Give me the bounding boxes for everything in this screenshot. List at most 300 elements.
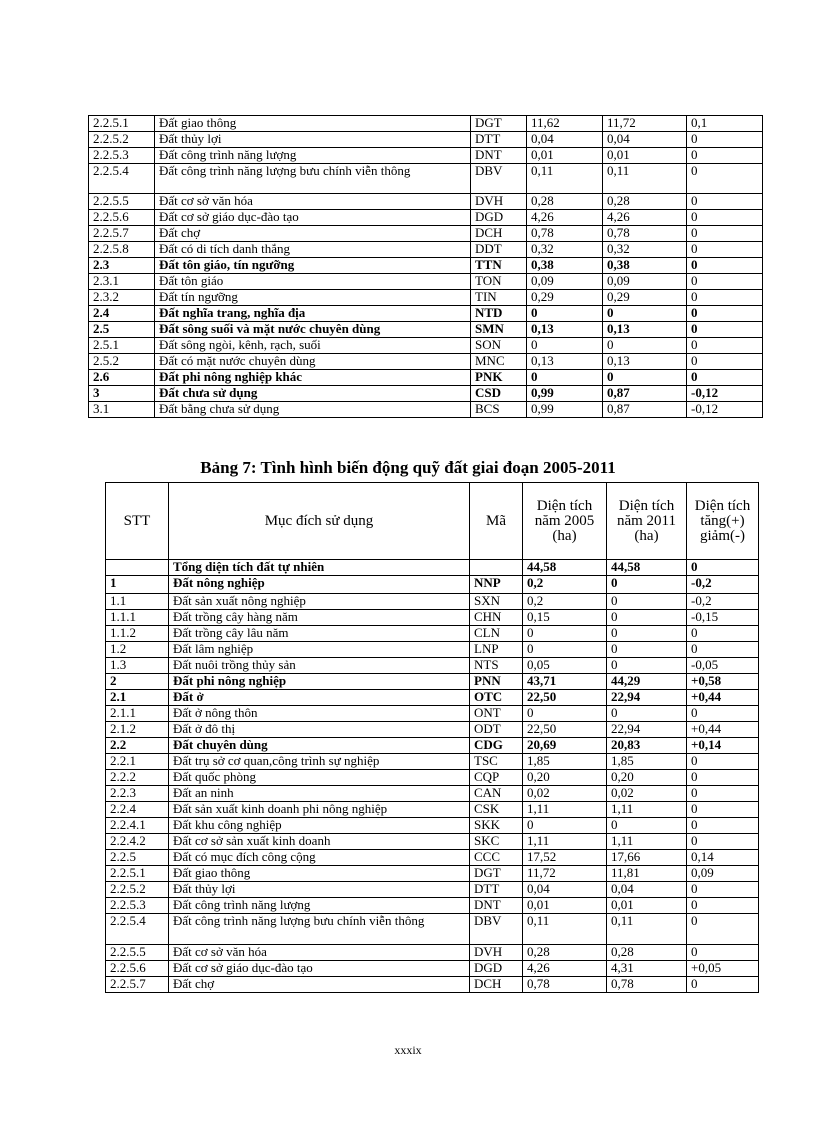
- stt-cell: 2.2.5.4: [89, 164, 155, 194]
- stt-cell: 2.2.5.4: [106, 914, 169, 945]
- value-start-cell: 20,69: [523, 738, 607, 754]
- value-start-cell: 22,50: [523, 722, 607, 738]
- code-cell: DTT: [470, 882, 523, 898]
- purpose-cell: Đất cơ sở văn hóa: [169, 945, 470, 961]
- value-start-cell: 17,52: [523, 850, 607, 866]
- purpose-cell: Đất an ninh: [169, 786, 470, 802]
- code-cell: TSC: [470, 754, 523, 770]
- value-end-cell: 0,20: [607, 770, 687, 786]
- table-row: [89, 370, 763, 386]
- code-cell: MNC: [471, 354, 527, 370]
- purpose-cell: Đất công trình năng lượng bưu chính viễn thông: [169, 914, 470, 945]
- table-row: [106, 802, 759, 818]
- table-row: [106, 898, 759, 914]
- purpose-cell: Đất tín ngưỡng: [155, 290, 471, 306]
- stt-cell: 2.2.5.2: [106, 882, 169, 898]
- value-end-cell: 0,13: [603, 322, 687, 338]
- change-cell: 0: [687, 914, 759, 945]
- code-cell: ODT: [470, 722, 523, 738]
- stt-cell: 2.2.5: [106, 850, 169, 866]
- purpose-cell: Đất nông nghiệp: [169, 576, 470, 594]
- code-cell: LNP: [470, 642, 523, 658]
- value-end-cell: 0,87: [603, 402, 687, 418]
- value-end-cell: 11,72: [603, 116, 687, 132]
- table-row: [106, 560, 759, 576]
- value-end-cell: 0,28: [607, 945, 687, 961]
- change-cell: 0: [687, 977, 759, 993]
- code-cell: DGT: [470, 866, 523, 882]
- stt-cell: 2.2.5.7: [89, 226, 155, 242]
- value-end-cell: 0,09: [603, 274, 687, 290]
- table-row: [106, 738, 759, 754]
- code-cell: SMN: [471, 322, 527, 338]
- change-cell: 0,09: [687, 866, 759, 882]
- change-cell: 0: [687, 786, 759, 802]
- table-row: [106, 914, 759, 945]
- change-cell: +0,05: [687, 961, 759, 977]
- code-cell: CQP: [470, 770, 523, 786]
- value-end-cell: 0: [607, 642, 687, 658]
- code-cell: SKK: [470, 818, 523, 834]
- change-cell: +0,44: [687, 722, 759, 738]
- stt-cell: 2.5: [89, 322, 155, 338]
- value-end-cell: 0,78: [607, 977, 687, 993]
- value-end-cell: 0: [607, 610, 687, 626]
- value-start-cell: 0,2: [523, 576, 607, 594]
- value-start-cell: 0,04: [527, 132, 603, 148]
- stt-cell: 2.2.4: [106, 802, 169, 818]
- page-number: xxxix: [394, 1043, 422, 1057]
- value-start-cell: 0,29: [527, 290, 603, 306]
- purpose-cell: Đất trồng cây lâu năm: [169, 626, 470, 642]
- code-cell: CSK: [470, 802, 523, 818]
- stt-cell: 2.5.1: [89, 338, 155, 354]
- stt-cell: 2.2.4.1: [106, 818, 169, 834]
- value-start-cell: 0,28: [523, 945, 607, 961]
- table-7-title: Bảng 7: Tình hình biến động quỹ đất giai đoạn 2005-2011: [200, 458, 616, 477]
- table-row: [106, 786, 759, 802]
- stt-cell: 2.2.5.6: [89, 210, 155, 226]
- stt-cell: 1.1.2: [106, 626, 169, 642]
- purpose-cell: Tổng diện tích đất tự nhiên: [169, 560, 470, 576]
- value-start-cell: 11,72: [523, 866, 607, 882]
- change-cell: -0,05: [687, 658, 759, 674]
- value-start-cell: 0: [527, 338, 603, 354]
- value-end-cell: 0: [603, 306, 687, 322]
- stt-cell: 2.2.5.5: [106, 945, 169, 961]
- code-cell: DBV: [471, 164, 527, 194]
- change-cell: 0: [687, 354, 763, 370]
- table-row: [89, 210, 763, 226]
- code-cell: DVH: [470, 945, 523, 961]
- purpose-cell: Đất có di tích danh thắng: [155, 242, 471, 258]
- value-start-cell: 1,85: [523, 754, 607, 770]
- change-cell: 0: [687, 258, 763, 274]
- value-end-cell: 0,13: [603, 354, 687, 370]
- change-cell: 0: [687, 164, 763, 194]
- code-cell: DDT: [471, 242, 527, 258]
- value-start-cell: 4,26: [527, 210, 603, 226]
- code-cell: OTC: [470, 690, 523, 706]
- stt-cell: 3: [89, 386, 155, 402]
- value-end-cell: 17,66: [607, 850, 687, 866]
- value-start-cell: 0: [527, 370, 603, 386]
- code-cell: DVH: [471, 194, 527, 210]
- value-start-cell: 0,04: [523, 882, 607, 898]
- purpose-cell: Đất có mặt nước chuyên dùng: [155, 354, 471, 370]
- table-row: [106, 834, 759, 850]
- value-end-cell: 0,04: [607, 882, 687, 898]
- code-cell: ONT: [470, 706, 523, 722]
- stt-cell: 2.3.2: [89, 290, 155, 306]
- value-start-cell: 44,58: [523, 560, 607, 576]
- table-row: [89, 274, 763, 290]
- table-row: [106, 706, 759, 722]
- purpose-cell: Đất sông suối và mặt nước chuyên dùng: [155, 322, 471, 338]
- purpose-cell: Đất ở đô thị: [169, 722, 470, 738]
- purpose-cell: Đất phi nông nghiệp: [169, 674, 470, 690]
- value-end-cell: 0,11: [607, 914, 687, 945]
- stt-cell: 2.2.1: [106, 754, 169, 770]
- change-cell: 0: [687, 290, 763, 306]
- header-purpose: Mục đích sử dụng: [169, 483, 470, 560]
- table-row: [89, 164, 763, 194]
- change-cell: 0: [687, 834, 759, 850]
- table-row: [106, 690, 759, 706]
- table-row: [106, 674, 759, 690]
- stt-cell: 2.5.2: [89, 354, 155, 370]
- code-cell: PNN: [470, 674, 523, 690]
- change-cell: +0,58: [687, 674, 759, 690]
- land-use-table-continued: [88, 115, 763, 418]
- stt-cell: 1.2: [106, 642, 169, 658]
- value-end-cell: 0: [603, 370, 687, 386]
- stt-cell: 2.4: [89, 306, 155, 322]
- code-cell: CCC: [470, 850, 523, 866]
- purpose-cell: Đất nghĩa trang, nghĩa địa: [155, 306, 471, 322]
- code-cell: TON: [471, 274, 527, 290]
- change-cell: 0: [687, 898, 759, 914]
- change-cell: 0: [687, 642, 759, 658]
- stt-cell: 2.2.5.6: [106, 961, 169, 977]
- code-cell: TTN: [471, 258, 527, 274]
- value-start-cell: 0,11: [523, 914, 607, 945]
- purpose-cell: Đất chợ: [155, 226, 471, 242]
- value-start-cell: 0: [523, 818, 607, 834]
- value-end-cell: 0,29: [603, 290, 687, 306]
- change-cell: +0,14: [687, 738, 759, 754]
- table-row: [106, 722, 759, 738]
- code-cell: NTS: [470, 658, 523, 674]
- stt-cell: 2.2.5.3: [106, 898, 169, 914]
- table-row: [106, 594, 759, 610]
- purpose-cell: Đất thủy lợi: [169, 882, 470, 898]
- purpose-cell: Đất có mục đích công cộng: [169, 850, 470, 866]
- table-row: [89, 132, 763, 148]
- change-cell: 0: [687, 706, 759, 722]
- value-start-cell: 0,13: [527, 354, 603, 370]
- table-row: [89, 354, 763, 370]
- value-start-cell: 0,78: [523, 977, 607, 993]
- change-cell: 0: [687, 306, 763, 322]
- table-row: [106, 610, 759, 626]
- table-row: [106, 818, 759, 834]
- table-row: [106, 866, 759, 882]
- value-end-cell: 4,31: [607, 961, 687, 977]
- table-row: [89, 338, 763, 354]
- header-area-2011: Diện tích năm 2011 (ha): [607, 483, 687, 560]
- value-start-cell: 0,01: [527, 148, 603, 164]
- stt-cell: 1.3: [106, 658, 169, 674]
- code-cell: CDG: [470, 738, 523, 754]
- stt-cell: 2.2.4.2: [106, 834, 169, 850]
- value-start-cell: 0: [527, 306, 603, 322]
- value-end-cell: 11,81: [607, 866, 687, 882]
- table-row: [106, 945, 759, 961]
- stt-cell: 2.2.3: [106, 786, 169, 802]
- value-end-cell: 20,83: [607, 738, 687, 754]
- code-cell: CHN: [470, 610, 523, 626]
- change-cell: 0: [687, 338, 763, 354]
- value-end-cell: 0,11: [603, 164, 687, 194]
- purpose-cell: Đất trồng cây hàng năm: [169, 610, 470, 626]
- change-cell: -0,12: [687, 402, 763, 418]
- value-start-cell: 0,09: [527, 274, 603, 290]
- value-start-cell: 4,26: [523, 961, 607, 977]
- change-cell: 0: [687, 560, 759, 576]
- code-cell: DNT: [471, 148, 527, 164]
- change-cell: 0: [687, 194, 763, 210]
- code-cell: DNT: [470, 898, 523, 914]
- stt-cell: 1.1.1: [106, 610, 169, 626]
- code-cell: [470, 560, 523, 576]
- code-cell: SKC: [470, 834, 523, 850]
- stt-cell: 2.3.1: [89, 274, 155, 290]
- purpose-cell: Đất sản xuất nông nghiệp: [169, 594, 470, 610]
- purpose-cell: Đất cơ sở giáo dục-đào tạo: [155, 210, 471, 226]
- value-start-cell: 11,62: [527, 116, 603, 132]
- table-row: [89, 242, 763, 258]
- purpose-cell: Đất sản xuất kinh doanh phi nông nghiệp: [169, 802, 470, 818]
- stt-cell: 2.2.5.1: [106, 866, 169, 882]
- value-end-cell: 0,28: [603, 194, 687, 210]
- table-row: [89, 386, 763, 402]
- code-cell: SON: [471, 338, 527, 354]
- table-row: [89, 290, 763, 306]
- value-start-cell: 0,2: [523, 594, 607, 610]
- change-cell: 0: [687, 274, 763, 290]
- value-end-cell: 1,85: [607, 754, 687, 770]
- change-cell: 0: [687, 802, 759, 818]
- change-cell: -0,2: [687, 594, 759, 610]
- value-start-cell: 0,13: [527, 322, 603, 338]
- code-cell: CLN: [470, 626, 523, 642]
- value-start-cell: 0,99: [527, 402, 603, 418]
- change-cell: 0: [687, 242, 763, 258]
- value-end-cell: 44,58: [607, 560, 687, 576]
- purpose-cell: Đất ở nông thôn: [169, 706, 470, 722]
- purpose-cell: Đất chuyên dùng: [169, 738, 470, 754]
- value-start-cell: 0: [523, 642, 607, 658]
- stt-cell: 2.3: [89, 258, 155, 274]
- table-row: [106, 642, 759, 658]
- change-cell: -0,12: [687, 386, 763, 402]
- value-start-cell: 0,32: [527, 242, 603, 258]
- code-cell: DGD: [470, 961, 523, 977]
- table-row: [89, 226, 763, 242]
- code-cell: PNK: [471, 370, 527, 386]
- stt-cell: 2.6: [89, 370, 155, 386]
- change-cell: -0,15: [687, 610, 759, 626]
- value-start-cell: 0,38: [527, 258, 603, 274]
- value-start-cell: 0,11: [527, 164, 603, 194]
- purpose-cell: Đất nuôi trồng thủy sản: [169, 658, 470, 674]
- value-end-cell: 0,32: [603, 242, 687, 258]
- table-row: [89, 116, 763, 132]
- stt-cell: 1.1: [106, 594, 169, 610]
- code-cell: DCH: [471, 226, 527, 242]
- table-row: [89, 148, 763, 164]
- purpose-cell: Đất sông ngòi, kênh, rạch, suối: [155, 338, 471, 354]
- table-row: [89, 306, 763, 322]
- value-start-cell: 0: [523, 706, 607, 722]
- purpose-cell: Đất trụ sở cơ quan,công trình sự nghiệp: [169, 754, 470, 770]
- value-start-cell: 0,02: [523, 786, 607, 802]
- value-end-cell: 0,78: [603, 226, 687, 242]
- value-end-cell: 22,94: [607, 690, 687, 706]
- table-row: [106, 658, 759, 674]
- table-row: [106, 770, 759, 786]
- land-fund-change-table: [105, 482, 759, 993]
- change-cell: 0: [687, 132, 763, 148]
- value-end-cell: 44,29: [607, 674, 687, 690]
- value-end-cell: 0: [607, 626, 687, 642]
- value-start-cell: 0,15: [523, 610, 607, 626]
- value-end-cell: 0,01: [603, 148, 687, 164]
- purpose-cell: Đất cơ sở sản xuất kinh doanh: [169, 834, 470, 850]
- purpose-cell: Đất chưa sử dụng: [155, 386, 471, 402]
- stt-cell: [106, 560, 169, 576]
- value-end-cell: 0,04: [603, 132, 687, 148]
- purpose-cell: Đất bằng chưa sử dụng: [155, 402, 471, 418]
- change-cell: 0: [687, 626, 759, 642]
- value-start-cell: 0: [523, 626, 607, 642]
- value-end-cell: 0: [603, 338, 687, 354]
- table-row: [106, 754, 759, 770]
- code-cell: DCH: [470, 977, 523, 993]
- value-end-cell: 1,11: [607, 802, 687, 818]
- stt-cell: 2.1.1: [106, 706, 169, 722]
- purpose-cell: Đất công trình năng lượng: [169, 898, 470, 914]
- value-start-cell: 22,50: [523, 690, 607, 706]
- value-start-cell: 0,05: [523, 658, 607, 674]
- value-end-cell: 22,94: [607, 722, 687, 738]
- stt-cell: 2.1.2: [106, 722, 169, 738]
- value-start-cell: 0,28: [527, 194, 603, 210]
- stt-cell: 2.2.5.3: [89, 148, 155, 164]
- change-cell: 0: [687, 226, 763, 242]
- change-cell: 0,1: [687, 116, 763, 132]
- value-end-cell: 0: [607, 576, 687, 594]
- purpose-cell: Đất khu công nghiệp: [169, 818, 470, 834]
- table-row: [89, 322, 763, 338]
- value-start-cell: 0,99: [527, 386, 603, 402]
- table-row: [106, 850, 759, 866]
- purpose-cell: Đất giao thông: [169, 866, 470, 882]
- change-cell: 0: [687, 210, 763, 226]
- purpose-cell: Đất phi nông nghiệp khác: [155, 370, 471, 386]
- stt-cell: 2.2: [106, 738, 169, 754]
- value-end-cell: 0: [607, 594, 687, 610]
- change-cell: -0,2: [687, 576, 759, 594]
- table-row: [106, 626, 759, 642]
- value-end-cell: 0: [607, 706, 687, 722]
- stt-cell: 2.2.5.8: [89, 242, 155, 258]
- change-cell: 0: [687, 370, 763, 386]
- code-cell: NTD: [471, 306, 527, 322]
- value-start-cell: 0,78: [527, 226, 603, 242]
- code-cell: SXN: [470, 594, 523, 610]
- stt-cell: 2.2.5.5: [89, 194, 155, 210]
- header-area-2005: Diện tích năm 2005 (ha): [523, 483, 607, 560]
- table-row: [106, 977, 759, 993]
- value-end-cell: 4,26: [603, 210, 687, 226]
- stt-cell: 1: [106, 576, 169, 594]
- value-start-cell: 0,01: [523, 898, 607, 914]
- code-cell: DGD: [471, 210, 527, 226]
- change-cell: 0: [687, 945, 759, 961]
- table-row: [89, 258, 763, 274]
- value-start-cell: 1,11: [523, 834, 607, 850]
- value-end-cell: 0,01: [607, 898, 687, 914]
- code-cell: CSD: [471, 386, 527, 402]
- stt-cell: 2: [106, 674, 169, 690]
- purpose-cell: Đất thủy lợi: [155, 132, 471, 148]
- change-cell: 0: [687, 754, 759, 770]
- stt-cell: 2.2.5.1: [89, 116, 155, 132]
- value-start-cell: 0,20: [523, 770, 607, 786]
- value-end-cell: 0,38: [603, 258, 687, 274]
- value-start-cell: 43,71: [523, 674, 607, 690]
- purpose-cell: Đất công trình năng lượng bưu chính viễn thông: [155, 164, 471, 194]
- change-cell: 0: [687, 322, 763, 338]
- table-row: [106, 576, 759, 594]
- purpose-cell: Đất tôn giáo: [155, 274, 471, 290]
- change-cell: 0: [687, 882, 759, 898]
- stt-cell: 2.2.5.2: [89, 132, 155, 148]
- change-cell: 0: [687, 148, 763, 164]
- code-cell: BCS: [471, 402, 527, 418]
- change-cell: +0,44: [687, 690, 759, 706]
- value-end-cell: 1,11: [607, 834, 687, 850]
- purpose-cell: Đất quốc phòng: [169, 770, 470, 786]
- code-cell: DBV: [470, 914, 523, 945]
- table-row: [106, 961, 759, 977]
- code-cell: CAN: [470, 786, 523, 802]
- value-end-cell: 0: [607, 818, 687, 834]
- stt-cell: 3.1: [89, 402, 155, 418]
- table-row: [89, 194, 763, 210]
- purpose-cell: Đất ở: [169, 690, 470, 706]
- purpose-cell: Đất tôn giáo, tín ngưỡng: [155, 258, 471, 274]
- change-cell: 0: [687, 818, 759, 834]
- purpose-cell: Đất cơ sở giáo dục-đào tạo: [169, 961, 470, 977]
- purpose-cell: Đất cơ sở văn hóa: [155, 194, 471, 210]
- stt-cell: 2.2.2: [106, 770, 169, 786]
- value-end-cell: 0,87: [603, 386, 687, 402]
- change-cell: 0: [687, 770, 759, 786]
- value-end-cell: 0: [607, 658, 687, 674]
